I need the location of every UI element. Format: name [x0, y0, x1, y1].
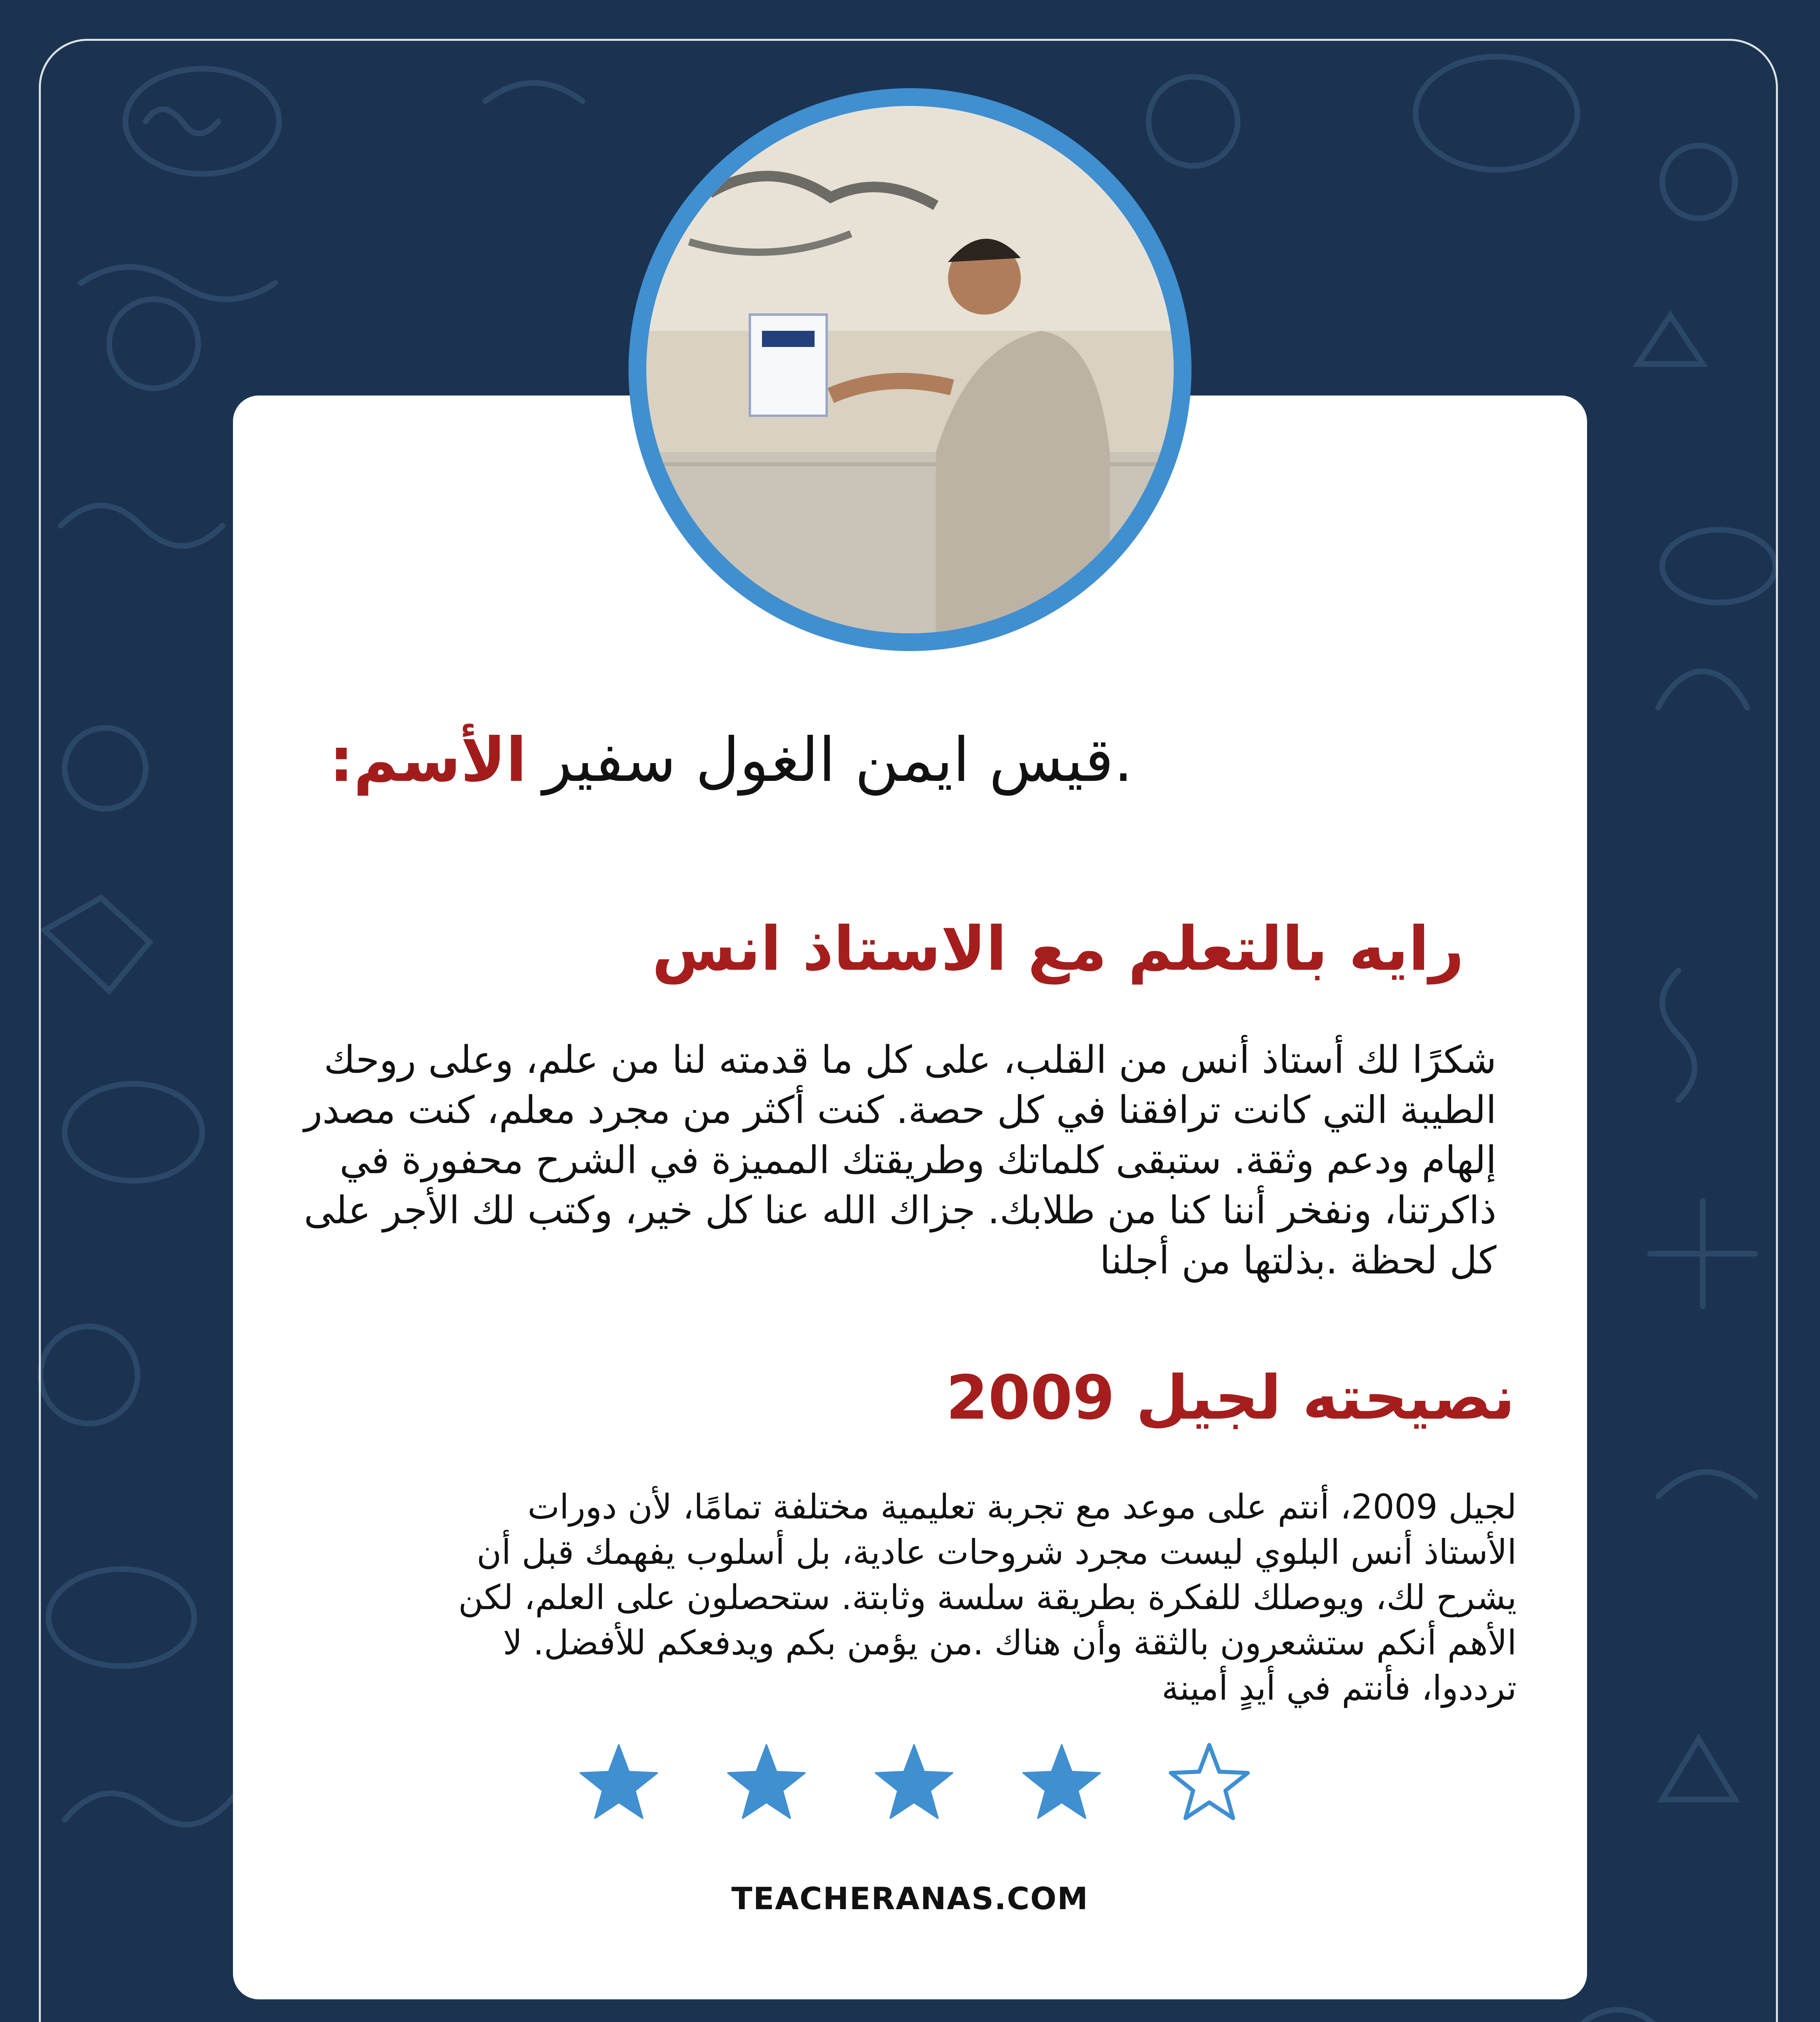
- advice-text: لجيل 2009، أنتم على موعد مع تجربة تعليمية مختلفة تمامًا، لأن دورات الأستاذ أنس البلوي ليست مجرد شروحات عادية، بل أسلوب يفهمك قبل أن يشرح لك، ويوصلك للفكرة بطريقة سلسة وثابتة. ستحصلون على العلم، لكن الأهم أنكم ستشعرون بالثقة وأن هناك .من يؤمن بكم ويدفعكم للأفضل. لا ترددوا، فأنتم في أيدٍ أمينة: [458, 1487, 1517, 1708]
- website-url: TEACHERANAS.COM: [731, 1880, 1089, 1916]
- star-filled-icon: [574, 1739, 663, 1828]
- star-filled-icon: [722, 1739, 811, 1828]
- star-rating: [574, 1739, 1254, 1828]
- star-filled-icon: [870, 1739, 959, 1828]
- star-filled-icon: [1017, 1739, 1106, 1828]
- star-empty-icon: [1165, 1739, 1254, 1828]
- student-name: .قيس ايمن الغول سفير: [543, 725, 1133, 795]
- student-name-row: [329, 720, 1502, 801]
- opinion-text: شكرًا لك أستاذ أنس من القلب، على كل ما قدمته لنا من علم، وعلى روحك الطيبة التي كانت ترافقنا في كل حصة. كنت أكثر من مجرد معلم، كنت مصدر إلهام ودعم وثقة. ستبقى كلماتك وطريقتك المميزة في الشرح محفورة في ذاكرتنا، ونفخر أننا كنا من طلابك. جزاك الله عنا كل خير، وكتب لك الأجر على كل لحظة .بذلتها من أجلنا: [304, 1038, 1496, 1283]
- advice-heading: نصيحته لجيل 2009: [946, 1363, 1515, 1433]
- name-label: الأسم:: [329, 725, 527, 795]
- student-photo: [629, 88, 1191, 651]
- opinion-heading: رايه بالتعلم مع الاستاذ انس: [652, 914, 1464, 984]
